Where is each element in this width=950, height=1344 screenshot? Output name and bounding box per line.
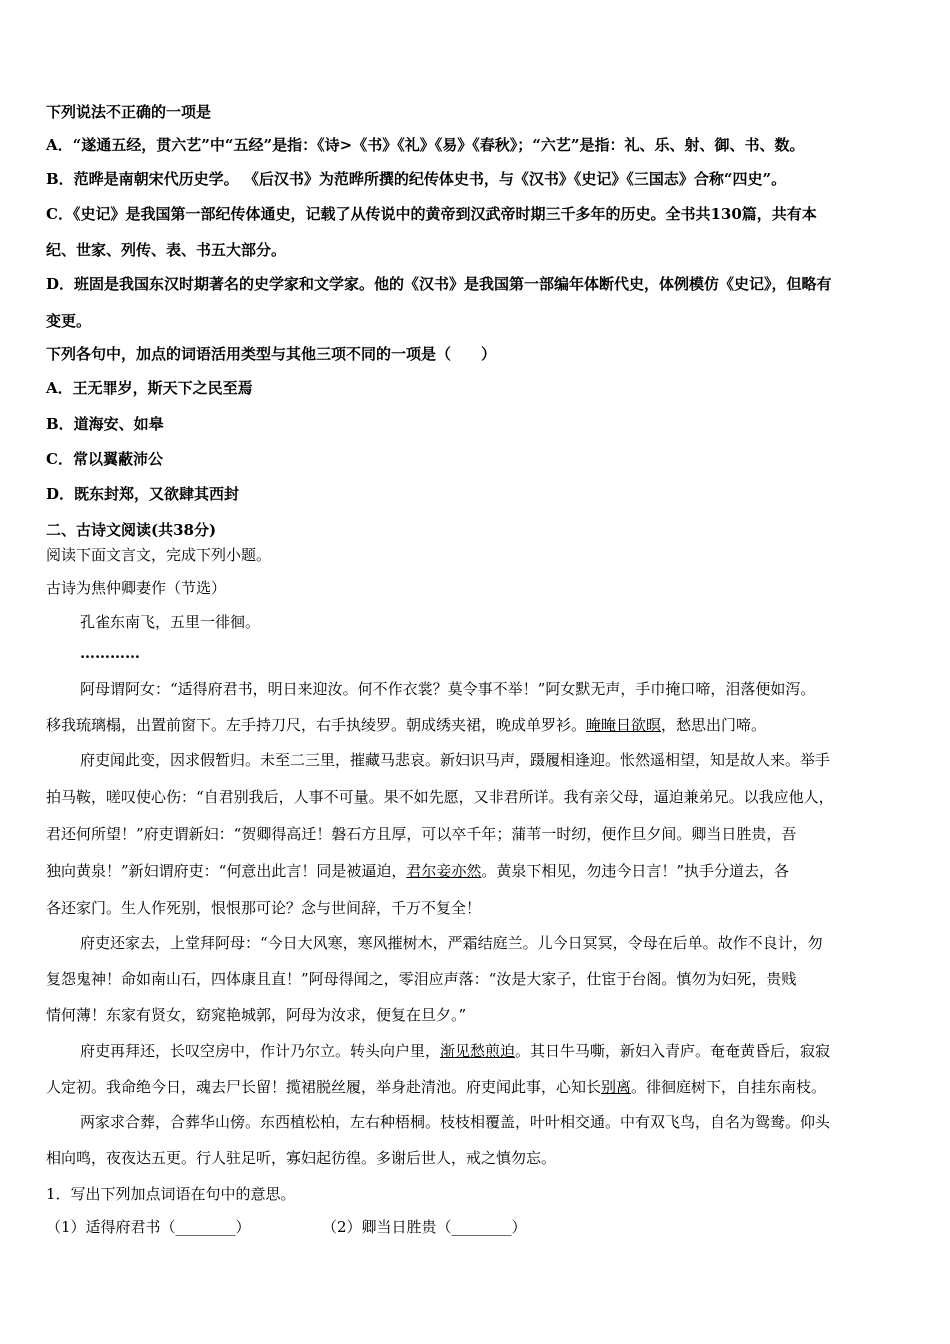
underlined-phrase: 晻晻日欲暝 <box>586 716 662 734</box>
question-stem: 下列说法不正确的一项是 <box>46 103 212 121</box>
option-d-line2: 变更。 <box>46 312 92 330</box>
poem-line: 君还何所望！”府吏谓新妇：“贺卿得高迁！磐石方且厚，可以卒千年；蒲苇一时纫，便作旦夕间。卿当日胜贵，吾 <box>46 825 797 843</box>
option-a: A．“遂通五经，贯六艺”中“五经”是指：《诗>《书》《礼》《易》《春秋》；“六艺”是指：礼、乐、射、御、书、数。 <box>46 136 805 154</box>
text-run: 移我琉璃榻，出置前窗下。左手持刀尺，右手执绫罗。朝成绣夹裙，晚成单罗衫。 <box>46 716 587 734</box>
poem-line: 孔雀东南飞，五里一徘徊。 <box>80 613 261 631</box>
option-c-line1: C．《史记》是我国第一部纪传体通史，记载了从传说中的黄帝到汉武帝时期三千多年的历史。全书共130篇，共有本 <box>46 205 817 223</box>
underlined-phrase: 别离 <box>601 1078 632 1096</box>
text-run: 。徘徊庭树下，自挂东南枝。 <box>631 1078 827 1096</box>
option-d-line1: D．班固是我国东汉时期著名的史学家和文学家。他的《汉书》是我国第一部编年体断代史，体例模仿《史记》，但略有 <box>46 275 832 293</box>
poem-line: 复怨鬼神！命如南山石，四体康且直！”阿母得闻之，零泪应声落：“汝是大家子，仕宦于台阁。慎勿为妇死，贵贱 <box>46 970 797 988</box>
text-run: 独向黄泉！”新妇谓府吏：“何意出此言！同是被逼迫， <box>46 862 407 880</box>
poem-line: 情何薄！东家有贤女，窈窕艳城郭，阿母为汝求，便复在旦夕。” <box>46 1006 467 1024</box>
poem-line <box>46 714 766 736</box>
poem-line <box>46 860 789 882</box>
poem-line <box>46 1076 826 1098</box>
option-b-2: B．道海安、如皋 <box>46 415 164 433</box>
poem-line: 各还家门。生人作死别，恨恨那可论？念与世间辞，千万不复全！ <box>46 899 482 917</box>
text-run: 人定初。我命绝今日，魂去尸长留！揽裙脱丝履，举身赴清池。府吏闻此事，心知长 <box>46 1078 602 1096</box>
underlined-phrase: 渐见愁煎迫 <box>440 1042 516 1060</box>
poem-line: 阿母谓阿女：“适得府君书，明日来迎汝。何不作衣裳？莫令事不举！”阿女默无声，手巾掩口啼，泪落便如泻。 <box>80 680 816 698</box>
text-run: 府吏再拜还，长叹空房中，作计乃尔立。转头向户里， <box>80 1042 441 1060</box>
poem-ellipsis: ………… <box>80 644 140 662</box>
option-b: B．范晔是南朝宋代历史学。 《后汉书》为范晔所撰的纪传体史书，与《汉书》《史记》《三国志》合称“四史”。 <box>46 170 787 188</box>
option-c-2: C．常以翼蔽沛公 <box>46 450 163 468</box>
poem-line <box>80 1040 830 1062</box>
section-heading: 二、古诗文阅读(共38分) <box>46 521 217 539</box>
question-stem-2: 下列各句中，加点的词语活用类型与其他三项不同的一项是（ ） <box>46 345 497 363</box>
underlined-phrase: 君尔妾亦然 <box>406 862 482 880</box>
poem-line: 府吏闻此变，因求假暂归。未至二三里，摧藏马悲哀。新妇识马声，蹑履相逢迎。怅然遥相望，知是故人来。举手 <box>80 751 831 769</box>
text-run: 。其日牛马嘶，新妇入青庐。奄奄黄昏后，寂寂 <box>515 1042 831 1060</box>
poem-line: 相向鸣，夜夜达五更。行人驻足听，寡妇起彷徨。多谢后世人，戒之慎勿忘。 <box>46 1149 557 1167</box>
poem-line: 府吏还家去，上堂拜阿母：“今日大风寒，寒风摧树木，严霜结庭兰。儿今日冥冥，令母在后单。故作不良计，勿 <box>80 934 823 952</box>
option-c-line2: 纪、世家、列传、表、书五大部分。 <box>46 241 287 259</box>
task-question: 1．写出下列加点词语在句中的意思。 <box>46 1185 296 1203</box>
poem-line: 拍马鞍，嗟叹使心伤：“自君别我后，人事不可量。果不如先愿，又非君所详。我有亲父母，逼迫兼弟兄。以我应他人， <box>46 788 834 806</box>
text-run: 。黄泉下相见，勿违今日言！”执手分道去，各 <box>481 862 790 880</box>
option-a-2: A．王无罪岁，斯天下之民至焉 <box>46 379 253 397</box>
poem-title: 古诗为焦仲卿妻作（节选） <box>46 579 227 597</box>
option-d-2: D．既东封郑，又欲肆其西封 <box>46 485 240 503</box>
task-item-2: （2）卿当日胜贵（________） <box>322 1218 527 1236</box>
poem-line: 两家求合葬，合葬华山傍。东西植松柏，左右种梧桐。枝枝相覆盖，叶叶相交通。中有双飞鸟，自名为鸳鸯。仰头 <box>80 1113 831 1131</box>
section-instruction: 阅读下面文言文，完成下列小题。 <box>46 546 272 564</box>
text-run: ，愁思出门啼。 <box>661 716 767 734</box>
task-item-1: （1）适得府君书（________） <box>46 1218 251 1236</box>
